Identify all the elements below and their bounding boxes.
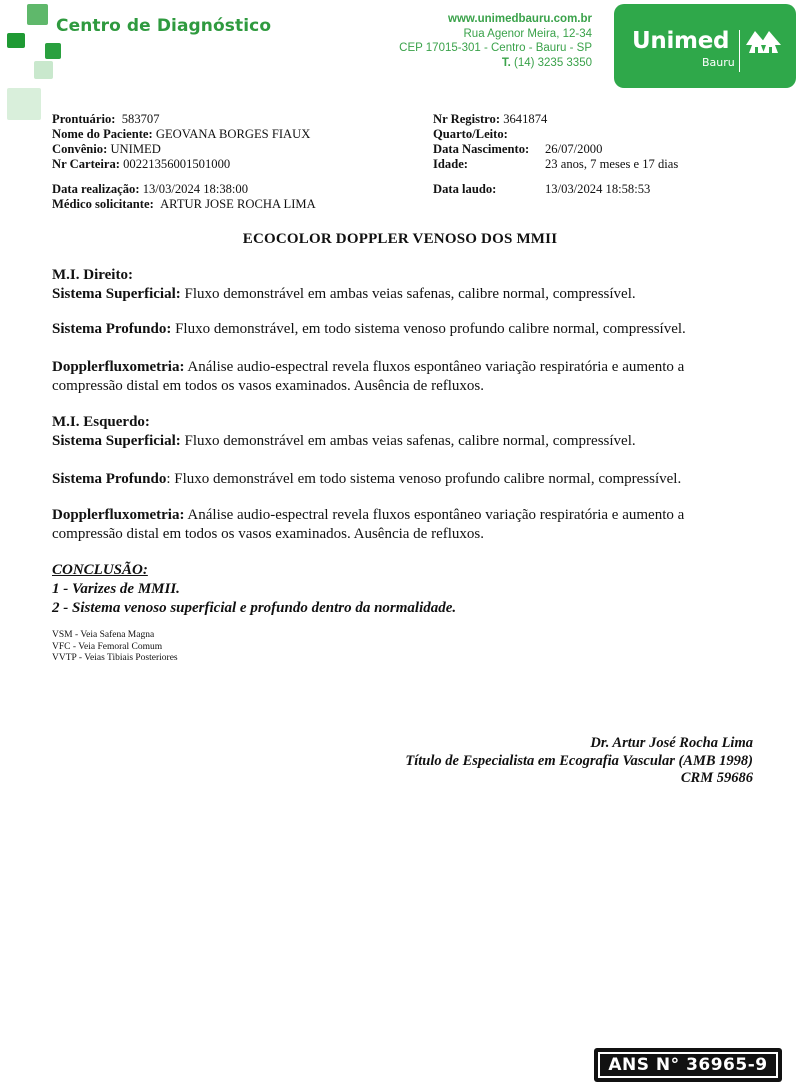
tree-icon xyxy=(745,29,783,55)
conclusion xyxy=(52,561,456,618)
left-doppler xyxy=(52,506,752,544)
carteira-label: Nr Carteira: xyxy=(52,157,120,171)
ans-badge xyxy=(594,1048,782,1082)
prontuario-row xyxy=(52,111,160,127)
right-doppler-text: Análise audio-espectral revela fluxos espontâneo variação respiratória e aumento a compressão distal em todos os vasos examinados. Ausência de refluxos. xyxy=(52,359,685,394)
data-realizacao-label: Data realização: xyxy=(52,182,140,196)
left-doppler-text: Análise audio-espectral revela fluxos espontâneo variação respiratória e aumento a compressão distal em todos os vasos examinados. Ausência de refluxos. xyxy=(52,507,685,542)
conclusion-item: 2 - Sistema venoso superficial e profundo dentro da normalidade. xyxy=(52,600,457,616)
right-superficial-label: Sistema Superficial: xyxy=(52,286,181,302)
report-title: ECOCOLOR DOPPLER VENOSO DOS MMII xyxy=(242,231,558,247)
right-superficial-text: Fluxo demonstrável em ambas veias safenas, calibre normal, compressível. xyxy=(180,286,636,302)
left-profundo-label: Sistema Profundo xyxy=(52,471,167,487)
quarto-label: Quarto/Leito: xyxy=(433,127,508,141)
conclusion-heading: CONCLUSÃO: xyxy=(52,562,148,578)
abbreviation-item: VSM - Veia Safena Magna xyxy=(52,630,155,640)
abbreviation-item: VVTP - Veias Tibiais Posteriores xyxy=(52,653,178,663)
logo-city: Bauru xyxy=(702,56,735,69)
right-doppler xyxy=(52,358,752,396)
registro-value: 3641874 xyxy=(503,112,548,126)
left-profundo xyxy=(52,470,752,489)
registro-row xyxy=(433,111,547,127)
website-link[interactable]: www.unimedbauru.com.br xyxy=(448,13,592,25)
abbreviation-item: VFC - Veia Femoral Comum xyxy=(52,641,163,652)
doctor-crm: CRM 59686 xyxy=(680,770,753,786)
prontuario-label: Prontuário: xyxy=(52,112,116,126)
prontuario-value: 583707 xyxy=(121,112,160,126)
conclusion-item: 1 - Varizes de MMII. xyxy=(52,581,180,597)
carteira-row xyxy=(52,156,230,172)
left-leg-heading-text: M.I. Esquerdo: xyxy=(52,414,150,430)
medico-row xyxy=(52,196,316,212)
left-doppler-label: Dopplerfluxometria: xyxy=(52,507,185,523)
patient-name-row xyxy=(52,126,310,142)
convenio-value: UNIMED xyxy=(110,142,161,156)
convenio-label: Convênio: xyxy=(52,142,108,156)
abbreviations xyxy=(52,630,178,665)
idade-label: Idade: xyxy=(433,157,468,171)
logo-separator xyxy=(739,30,740,72)
patient-name-label: Nome do Paciente: xyxy=(52,127,153,141)
registro-label: Nr Registro: xyxy=(433,112,501,126)
left-superficial xyxy=(52,432,752,451)
address-line-2: CEP 17015-301 - Centro - Bauru - SP xyxy=(399,42,592,55)
left-leg-heading xyxy=(52,413,752,432)
nascimento-label: Data Nascimento: xyxy=(433,142,530,156)
right-doppler-label: Dopplerfluxometria: xyxy=(52,359,185,375)
quarto-row xyxy=(433,126,508,142)
ans-number: ANS N° 36965-9 xyxy=(598,1052,778,1078)
phone-number: (14) 3235 3350 xyxy=(513,56,592,69)
logo-name: Unimed xyxy=(632,28,730,54)
left-superficial-label: Sistema Superficial: xyxy=(52,433,181,449)
carteira-value: 00221356001501000 xyxy=(123,157,231,171)
contact-block xyxy=(399,12,592,70)
data-realizacao-value: 13/03/2024 18:38:00 xyxy=(142,182,249,196)
data-laudo-row xyxy=(433,181,496,197)
left-superficial-text: Fluxo demonstrável em ambas veias safenas, calibre normal, compressível. xyxy=(180,433,636,449)
right-leg-heading xyxy=(52,266,752,285)
signature-block xyxy=(405,735,753,788)
brand-name: Centro de Diagnóstico xyxy=(56,16,272,36)
medico-value: ARTUR JOSE ROCHA LIMA xyxy=(160,197,316,211)
doctor-name: Dr. Artur José Rocha Lima xyxy=(590,735,753,751)
left-profundo-text: : Fluxo demonstrável em todo sistema venoso profundo calibre normal, compressível. xyxy=(166,471,682,487)
doctor-title: Título de Especialista em Ecografia Vascular (AMB 1998) xyxy=(405,752,753,769)
right-superficial xyxy=(52,285,752,304)
phone-line xyxy=(399,56,592,71)
unimed-logo xyxy=(614,4,796,88)
idade-value: 23 anos, 7 meses e 17 dias xyxy=(545,157,679,171)
data-laudo-value: 13/03/2024 18:58:53 xyxy=(545,182,651,196)
address-line-1: Rua Agenor Meira, 12-34 xyxy=(463,27,592,40)
right-profundo-label: Sistema Profundo: xyxy=(52,321,172,337)
data-realizacao-row xyxy=(52,181,248,197)
phone-label: T. xyxy=(501,56,511,69)
patient-name-value: GEOVANA BORGES FIAUX xyxy=(155,127,311,141)
data-laudo-label: Data laudo: xyxy=(433,182,497,196)
right-leg-heading-text: M.I. Direito: xyxy=(52,267,133,283)
idade-row xyxy=(433,156,468,172)
nascimento-row xyxy=(433,141,529,157)
convenio-row xyxy=(52,141,161,157)
medico-label: Médico solicitante: xyxy=(52,197,154,211)
right-profundo xyxy=(52,320,752,339)
right-profundo-text: Fluxo demonstrável, em todo sistema venoso profundo calibre normal, compressível. xyxy=(171,321,686,337)
nascimento-value: 26/07/2000 xyxy=(545,142,603,156)
